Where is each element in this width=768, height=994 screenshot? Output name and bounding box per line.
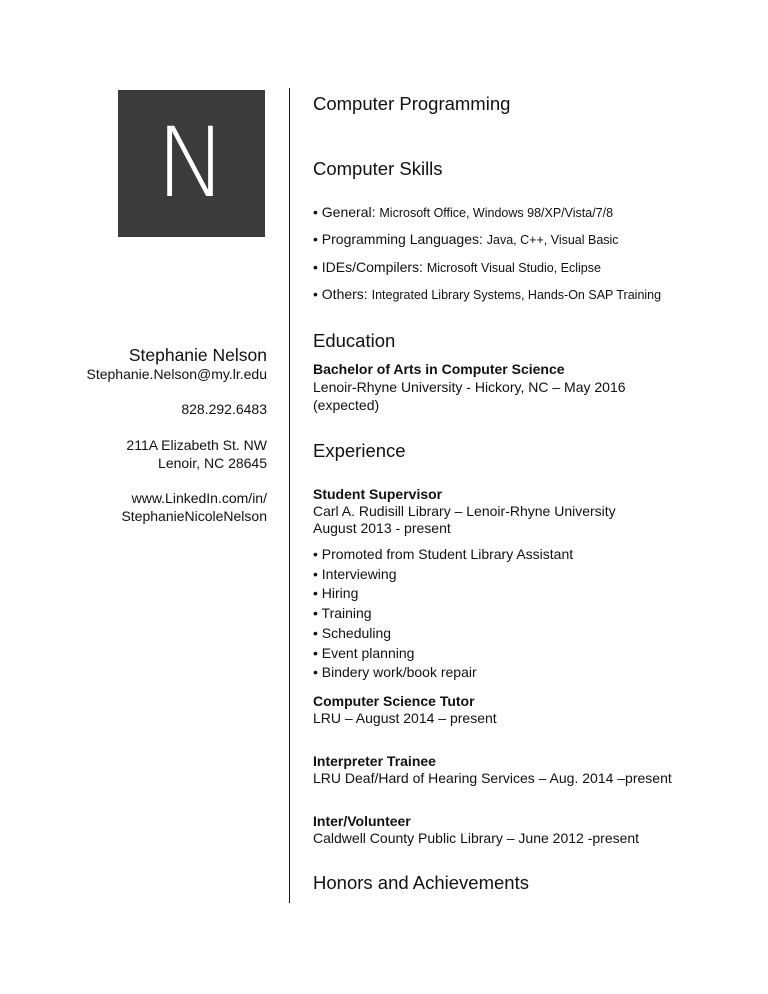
job-org: LRU Deaf/Hard of Hearing Services – Aug. 2014 –present <box>313 770 672 786</box>
skill-item <box>313 284 753 305</box>
skill-value: Microsoft Visual Studio, Eclipse <box>426 261 601 275</box>
job-org: Caldwell County Public Library – June 2012 -present <box>313 830 640 846</box>
job-org: LRU – August 2014 – present <box>313 710 497 726</box>
contact-address-line2: Lenoir, NC 28645 <box>158 455 267 471</box>
skill-item <box>313 257 753 278</box>
skill-label: • IDEs/Compilers: <box>313 259 423 275</box>
job-bullet: • Scheduling <box>313 625 392 641</box>
job-dates: August 2013 - present <box>313 520 451 536</box>
contact-phone: 828.292.6483 <box>181 401 267 417</box>
vertical-divider <box>289 88 290 903</box>
education-degree: Bachelor of Arts in Computer Science <box>313 361 565 377</box>
education-school-line1: Lenoir-Rhyne University - Hickory, NC – May 2016 <box>313 379 626 395</box>
skill-value: Microsoft Office, Windows 98/XP/Vista/7/8 <box>379 206 614 220</box>
skill-value: Integrated Library Systems, Hands-On SAP Training <box>371 288 662 302</box>
job-bullet: • Event planning <box>313 645 415 661</box>
skill-value: Java, C++, Visual Basic <box>486 233 619 247</box>
skill-item <box>313 229 753 250</box>
job-bullet: • Promoted from Student Library Assistant <box>313 546 574 562</box>
education-heading: Education <box>313 330 396 351</box>
job-title: Interpreter Trainee <box>313 753 436 769</box>
contact-name: Stephanie Nelson <box>128 345 267 365</box>
job-title: Inter/Volunteer <box>313 813 411 829</box>
skill-label: • Programming Languages: <box>313 231 483 247</box>
skill-label: • General: <box>313 204 376 220</box>
skill-item <box>313 202 753 223</box>
contact-linkedin-line1[interactable]: www.LinkedIn.com/in/ <box>131 490 267 506</box>
job-bullet: • Bindery work/book repair <box>313 664 477 680</box>
experience-heading: Experience <box>313 440 406 461</box>
job-title: Computer Science Tutor <box>313 693 475 709</box>
job-bullet: • Interviewing <box>313 566 397 582</box>
job-bullet: • Training <box>313 605 372 621</box>
contact-address-line1: 211A Elizabeth St. NW <box>126 437 267 453</box>
honors-heading: Honors and Achievements <box>313 872 529 893</box>
job-title: Student Supervisor <box>313 486 443 502</box>
skills-heading: Computer Skills <box>313 158 443 179</box>
contact-linkedin-line2[interactable]: StephanieNicoleNelson <box>121 508 267 524</box>
contact-email[interactable]: Stephanie.Nelson@my.lr.edu <box>86 366 267 382</box>
job-org: Carl A. Rudisill Library – Lenoir-Rhyne University <box>313 503 616 519</box>
job-bullet: • Hiring <box>313 585 359 601</box>
objective-heading: Computer Programming <box>313 93 511 114</box>
monogram-block: N <box>118 90 265 237</box>
education-school-line2: (expected) <box>313 397 380 413</box>
skill-label: • Others: <box>313 286 368 302</box>
